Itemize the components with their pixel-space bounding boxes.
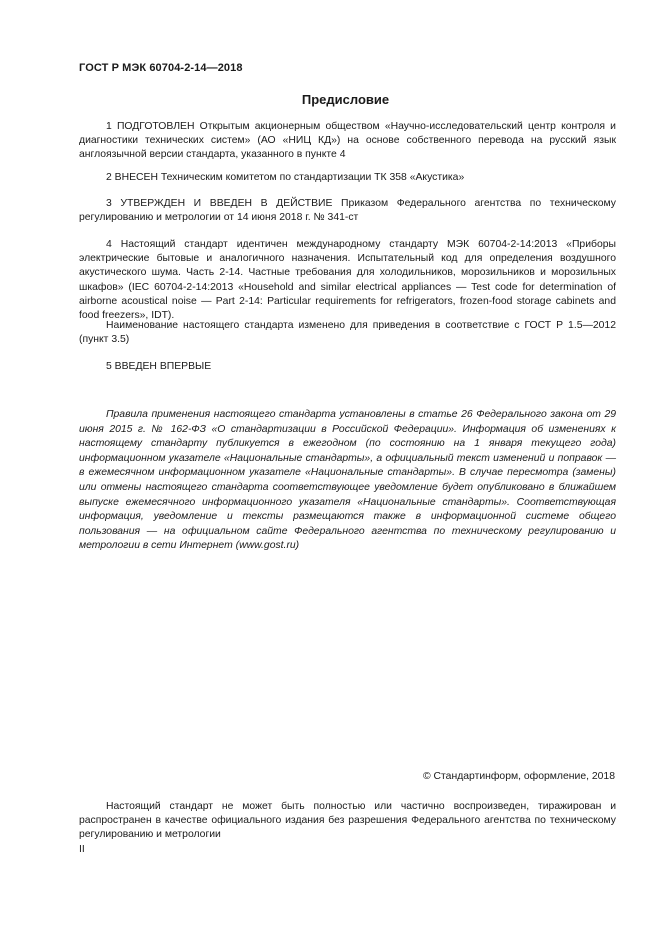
copyright-line: © Стандартинформ, оформление, 2018 xyxy=(422,771,615,782)
foreword-item-5: 5 ВВЕДЕН ВПЕРВЫЕ xyxy=(106,361,212,372)
foreword-item-3: 3 УТВЕРЖДЕН И ВВЕДЕН В ДЕЙСТВИЕ Приказом Федерального агентства по техническому регулированию и метрологии от 14 июня 2018 г. № 341-ст xyxy=(79,198,616,224)
foreword-item-1: 1 ПОДГОТОВЛЕН Открытым акционерным обществом «Научно-исследовательский центр контроля и диагностики технических систем» (АО «НИЦ КД») на основе собственного перевода на русский язык англоязычной версии стандарта, указанного в пункте 4 xyxy=(79,121,616,161)
document-code-header: ГОСТ Р МЭК 60704-2-14—2018 xyxy=(79,62,243,74)
page-title: Предисловие xyxy=(301,92,390,107)
foreword-item-4-note: Наименование настоящего стандарта изменено для приведения в соответствие с ГОСТ Р 1.5—2012 (пункт 3.5) xyxy=(79,320,616,346)
page-number: II xyxy=(79,844,85,855)
reproduction-notice: Настоящий стандарт не может быть полностью или частично воспроизведен, тиражирован и распространен в качестве официального издания без разрешения Федерального агентства по техническому регулированию и метрологии xyxy=(79,801,616,841)
foreword-item-2: 2 ВНЕСЕН Техническим комитетом по стандартизации ТК 358 «Акустика» xyxy=(106,172,465,183)
foreword-item-4: 4 Настоящий стандарт идентичен международному стандарту МЭК 60704-2-14:2013 «Приборы электрические бытовые и аналогичного назначения. Испытательный код для определения воздушного акустического шума. Часть 2-14. Частные требования для холодильников, морозильников и морозильных шкафов» (IEC 60704-2-14:2013 «Household and similar electrical appliances — Test code for determination of airborne acoustical noise — Part 2-14: Particular requirements for refrigerators, frozen-food storage cabinets and food freezers», IDT). xyxy=(79,239,616,322)
application-rules-notice: Правила применения настоящего стандарта установлены в статье 26 Федерального закона от 29 июня 2015 г. № 162-ФЗ «О стандартизации в Российской Федерации». Информация об изменениях к настоящему стандарту публикуется в ежегодном (по состоянию на 1 января текущего года) информационном указателе «Национальные стандарты», а официальный текст изменений и поправок — в ежемесячном информационном указателе «Национальные стандарты». В случае пересмотра (замены) или отмены настоящего стандарта соответствующее уведомление будет опубликовано в ближайшем выпуске ежемесячного информационного указателя «Национальные стандарты». Соответствующая информация, уведомление и тексты размещаются также в информационной системе общего пользования — на официальном сайте Федерального агентства по техническому регулированию и метрологии в сети Интернет (www.gost.ru) xyxy=(79,409,616,552)
